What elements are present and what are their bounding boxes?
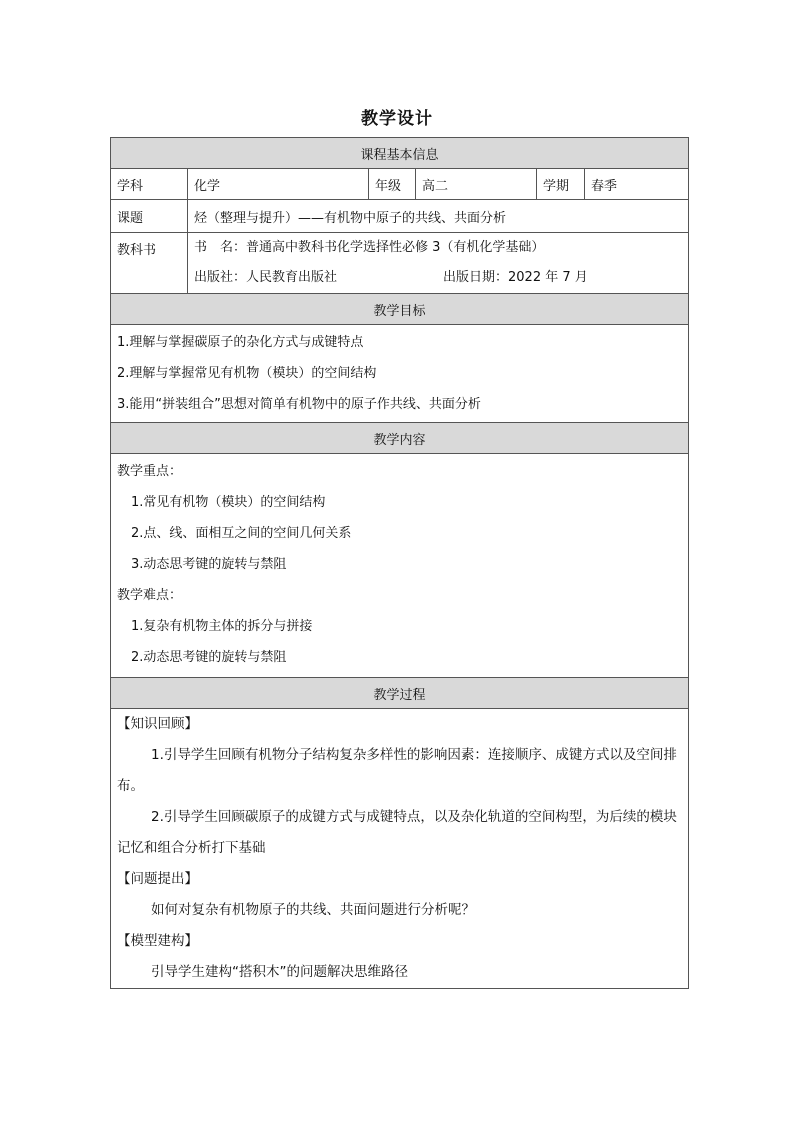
topic-value: 烃（整理与提升）——有机物中原子的共线、共面分析 <box>188 200 689 233</box>
key-points-label: 教学重点： <box>117 464 183 479</box>
subject-value: 化学 <box>188 169 369 200</box>
key-point-item: 2.点、线、面相互之间的空间几何关系 <box>131 526 352 541</box>
grade-value: 高二 <box>416 169 537 200</box>
objective-item: 1.理解与掌握碳原子的杂化方式与成键特点 <box>117 335 364 350</box>
review-paragraph-1: 1.引导学生回顾有机物分子结构复杂多样性的影响因素：连接顺序、成键方式以及空间排布。 <box>117 747 677 794</box>
key-point-item: 3.动态思考键的旋转与禁阻 <box>131 557 287 572</box>
basic-info-header: 课程基本信息 <box>111 138 689 169</box>
grade-label: 年级 <box>369 169 416 200</box>
difficult-points-label: 教学难点： <box>117 588 183 603</box>
textbook-label: 教科书 <box>111 233 188 294</box>
textbook-info <box>188 233 689 294</box>
difficult-point-item: 1.复杂有机物主体的拆分与拼接 <box>131 619 313 634</box>
term-label: 学期 <box>537 169 585 200</box>
book-name: 书 名：普通高中教科书化学选择性必修 3（有机化学基础） <box>194 240 545 255</box>
objective-item: 2.理解与掌握常见有机物（模块）的空间结构 <box>117 366 377 381</box>
objectives-header: 教学目标 <box>111 294 689 325</box>
lesson-plan-table <box>110 137 689 989</box>
content-body <box>111 454 689 678</box>
difficult-point-item: 2.动态思考键的旋转与禁阻 <box>131 650 287 665</box>
review-heading: 【知识回顾】 <box>117 716 198 732</box>
objective-item: 3.能用“拼装组合”思想对简单有机物中的原子作共线、共面分析 <box>117 397 481 412</box>
publisher-line <box>194 263 682 293</box>
objectives-list <box>111 325 689 423</box>
key-point-item: 1.常见有机物（模块）的空间结构 <box>131 495 326 510</box>
model-text: 引导学生建构“搭积木”的问题解决思维路径 <box>151 964 408 980</box>
model-heading: 【模型建构】 <box>117 933 198 949</box>
publication-date: 出版日期：2022 年 7 月 <box>443 270 588 285</box>
publisher: 出版社：人民教育出版社 <box>194 270 338 285</box>
page-title: 教学设计 <box>361 109 433 129</box>
question-heading: 【问题提出】 <box>117 871 198 887</box>
process-header: 教学过程 <box>111 678 689 709</box>
review-paragraph-2: 2.引导学生回顾碳原子的成键方式与成键特点，以及杂化轨道的空间构型，为后续的模块记忆和组合分析打下基础 <box>117 809 677 856</box>
question-text: 如何对复杂有机物原子的共线、共面问题进行分析呢？ <box>151 902 475 918</box>
subject-label: 学科 <box>111 169 188 200</box>
term-value: 春季 <box>585 169 689 200</box>
topic-label: 课题 <box>111 200 188 233</box>
content-header: 教学内容 <box>111 423 689 454</box>
process-body <box>111 709 689 989</box>
